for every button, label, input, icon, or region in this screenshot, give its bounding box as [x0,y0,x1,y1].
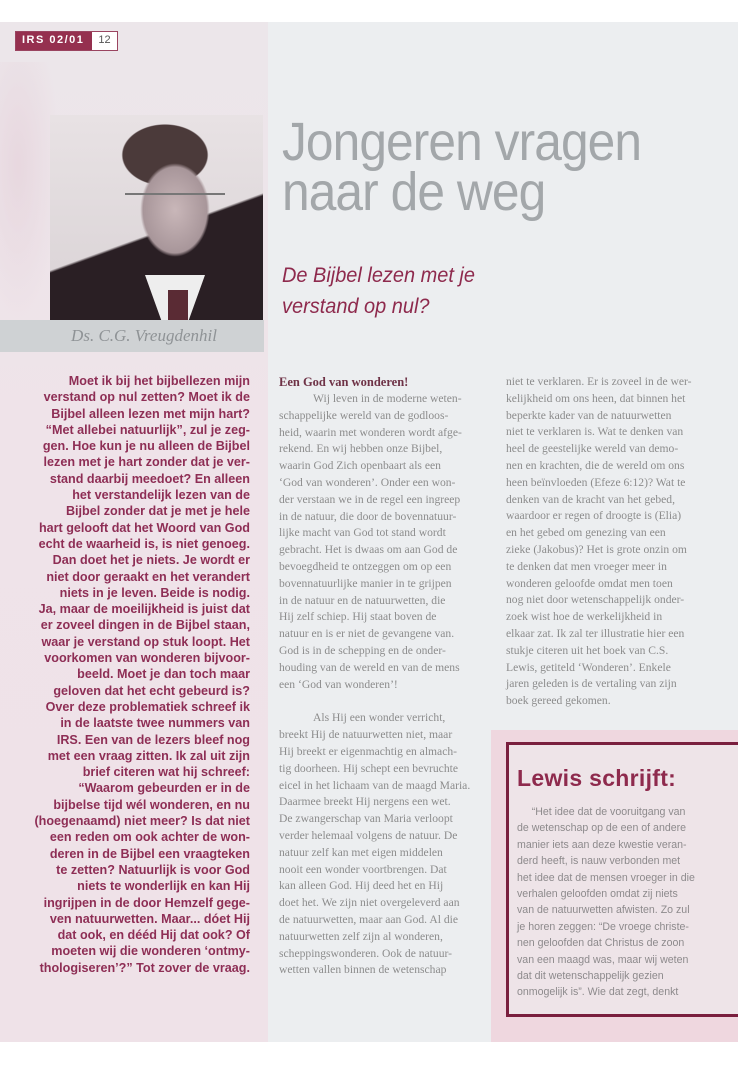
text-line: brief citeren wat hij schreef: [82,765,250,780]
text-line: heen beïnvloeden (Efeze 6:12)? Wat te [506,475,686,489]
text-line: zieke (Jakobus)? Het is grote onzin om [506,542,687,556]
text-line: waarin God Zich openbaart als een [279,459,441,473]
text-line: onmogelijk is”. Wie dat zegt, denkt [517,986,679,999]
text-line: en het gebed om genezing van een [506,526,666,540]
text-line: in de natuur en de natuurwetten, die [279,593,446,607]
text-line: in de natuur, die door de bovennatuur- [279,509,457,523]
text-line: geloven dat het echt gebeurd is? [53,683,250,698]
right-column [506,374,731,710]
text-line: eicel in het lichaam van de maagd Maria. [279,778,471,792]
text-line: Daarmee breekt Hij nergens een wet. [279,795,451,809]
text-line: echt de waarheid is, is niet genoeg. [38,536,250,551]
title-line: Jongeren vragen [282,112,642,172]
text-line: heel de geestelijke wereld van demo- [506,442,679,456]
text-line: nog niet door wetenschappelijk onder- [506,593,685,607]
text-line: van de natuurwetten afwisten. Zo zul [517,904,690,917]
text-line: met een vraag zitten. Ik zal uit zijn [47,748,250,763]
text-line: bovennatuurlijke manier in te grijpen [279,576,452,590]
middle-column [279,374,494,979]
text-line: derd heeft, is nauw verbonden met [517,855,681,868]
text-line: ven natuurwetten. Maar... dóet Hij [49,911,250,926]
text-line: houding van de wereld en van de mens [279,660,460,674]
text-line: ingrijpen in de door Hemzelf gege- [43,895,250,910]
text-line: moeten wij die wonderen ‘ontmy- [51,944,250,959]
text-line: Als Hij een wonder verricht, [313,711,446,725]
text-line: verder helemaal volgens de natuur. De [279,828,458,842]
text-line: beperkte kader van de natuurwetten [506,408,672,422]
text-line: manier iets aan deze kwestie veran- [517,838,687,851]
text-line: Bijbel zonder dat je met je hele [65,504,250,519]
text-line: Bijbel alleen lezen met mijn hart? [51,406,250,421]
text-line: natuur en is er niet de gevangene van. [279,627,455,641]
subtitle-line: De Bijbel lezen met je [282,264,475,287]
text-line: Dan doet het je niets. Je wordt er [52,553,250,568]
text-line: thologiseren’?” Tot zover de vraag. [39,960,250,975]
text-line: schappelijke wereld van de godloos- [279,408,449,422]
text-line: het idee dat de mensen vroeger in die [517,871,695,884]
text-line: een reden om ook achter de won- [49,830,250,845]
text-line: ‘God van wonderen’. Onder een won- [279,475,456,489]
quote-box-title: Lewis schrijft: [517,765,677,791]
text-line: te zetten? Natuurlijk is voor God [56,862,250,877]
text-line: de natuurwetten, maar aan God. Al die [279,912,458,926]
text-line: wonderen geloofde omdat men toen [506,576,673,590]
text-line: wetten vallen binnen de wetenschap [279,963,447,977]
text-line: “Met allebei natuurlijk”, zul je zeg- [45,422,250,437]
text-line: Lewis, getiteld ‘Wonderen’. Enkele [506,660,671,674]
text-line: stand daarbij meedoet? En alleen [49,471,250,486]
intro-text [14,373,250,976]
text-line: Moet ik bij het bijbellezen mijn [68,374,250,388]
text-line: denken van de kracht van het gebed, [506,492,676,506]
quote-box-body [517,804,695,1001]
paragraph-1 [279,391,494,693]
text-line: heid, waarin met wonderen wordt afge- [279,425,462,439]
issue-badge [15,31,118,51]
text-line: waardoor er regen of droogte is (Elia) [506,509,682,523]
page-number: 12 [92,32,116,50]
text-line: Over deze problematiek schreef ik [45,699,250,714]
text-line: kelijkheid om ons heen, dat binnen het [506,391,686,405]
text-line: stukje citeren uit het boek van C.S. [506,643,669,657]
text-line: verhalen geloofden omdat zij niets [517,888,678,901]
text-line: kan alleen God. Hij deed het en Hij [279,879,444,893]
text-line: niet te verklaren is. Wat te denken van [506,425,684,439]
text-line: niets in je leven. Beide is nodig. [59,585,250,600]
text-line: “Waarom gebeurden er in de [78,781,250,796]
text-line: natuurwetten zelf zijn al wonderen, [279,929,443,943]
text-line: bevoegdheid te ontzeggen om op een [279,559,452,573]
issue-code: IRS 02/01 [16,32,92,50]
text-line: elkaar zat. Ik zal ter illustratie hier een [506,626,685,640]
text-line: niets te wonderlijk en kan Hij [77,879,250,894]
text-line: lezen met je hart zonder dat je ver- [43,455,250,470]
text-line: gen. Hoe kun je nu alleen de Bijbel [42,439,250,454]
text-line: nen geloofden dat Christus de zoon [517,937,685,950]
quote-box [506,742,738,1017]
text-line: gebracht. Het is dwaas om aan God de [279,543,458,557]
text-line: nen en krachten, die de wereld om ons [506,458,685,472]
text-line: scheppingswonderen. Ook de natuur- [279,946,452,960]
title-line: naar de weg [282,162,546,222]
text-line: dat ook, en dééd Hij dat ook? Of [57,928,250,943]
text-line: beeld. Moet je dan toch maar [77,667,250,682]
text-line: van een maagd was, maar wij weten [517,953,689,966]
text-line: deren in de Bijbel een vraagteken [49,846,250,861]
text-line: der verstaan we in de regel een ingreep [279,492,461,506]
text-line: hart gelooft dat het Woord van God [38,520,250,535]
article-subtitle [282,260,475,322]
text-line: (hoegenaamd) niet meer? Is dat niet [34,814,250,829]
photo-tie [168,290,188,320]
text-line: IRS. Een van de lezers bleef nog [56,732,250,747]
text-line: breekt Hij de natuurwetten niet, maar [279,728,453,742]
text-line: natuur zelf kan met eigen middelen [279,845,443,859]
article-title [282,112,642,222]
text-line: niet door geraakt en het verandert [46,569,250,584]
text-line: dat dit wetenschappelijk gezien [517,970,664,983]
text-line: tig doorheen. Hij schept een bevruchte [279,761,458,775]
text-line: boek gereed gekomen. [506,694,611,708]
text-line: verstand op nul zetten? Moet ik de [43,390,250,405]
text-line: jaren geleden is de vertaling van zijn [506,677,677,691]
magazine-page [0,22,738,1042]
text-line: Wij leven in de moderne weten- [313,392,462,405]
text-line: te denken dat men vroeger meer in [506,559,667,573]
text-line: een ‘God van wonderen’! [279,677,398,691]
section-heading: Een God van wonderen! [279,375,409,389]
photo-glasses [125,193,225,219]
text-line: doet het. We zijn niet overgeleverd aan [279,896,460,910]
text-line: lijke macht van God tot stand wordt [279,526,446,540]
text-line: bijbelse tijd wél wonderen, en nu [53,797,250,812]
text-line: zoek wist hoe de werkelijkheid in [506,610,663,624]
text-line: “Het idee dat de vooruitgang van [517,806,686,818]
text-line: er zoveel dingen in de Bijbel staan, [40,618,250,633]
text-line: de wetenschap op de een of andere [517,822,687,835]
text-line: waar je verstand op stuk loopt. Het [41,634,250,649]
text-line: De zwangerschap van Maria verloopt [279,812,453,826]
text-line: niet te verklaren. Er is zoveel in de wer- [506,375,692,388]
text-line: nooit een wonder voortbrengen. Dat [279,862,447,876]
text-line: God is in de schepping en de onder- [279,643,446,657]
text-line: je horen zeggen: “De vroege christe- [517,920,689,933]
text-line: Hij breekt er eigenmachtig en almach- [279,744,458,758]
text-line: Ja, maar de moeilijkheid is juist dat [38,602,250,617]
text-line: voorkomen van wonderen bijvoor- [44,651,250,666]
text-line: rekend. En wij hebben onze Bijbel, [279,442,443,456]
paragraph-2 [279,710,494,979]
author-caption: Ds. C.G. Vreugdenhil [0,320,264,352]
text-line: het verstandelijk lezen van de [72,488,250,503]
text-line: Hij zelf schiep. Hij staat boven de [279,610,437,624]
subtitle-line: verstand op nul? [282,295,430,318]
author-photo [50,115,263,320]
text-line: in de laatste twee nummers van [60,716,250,731]
